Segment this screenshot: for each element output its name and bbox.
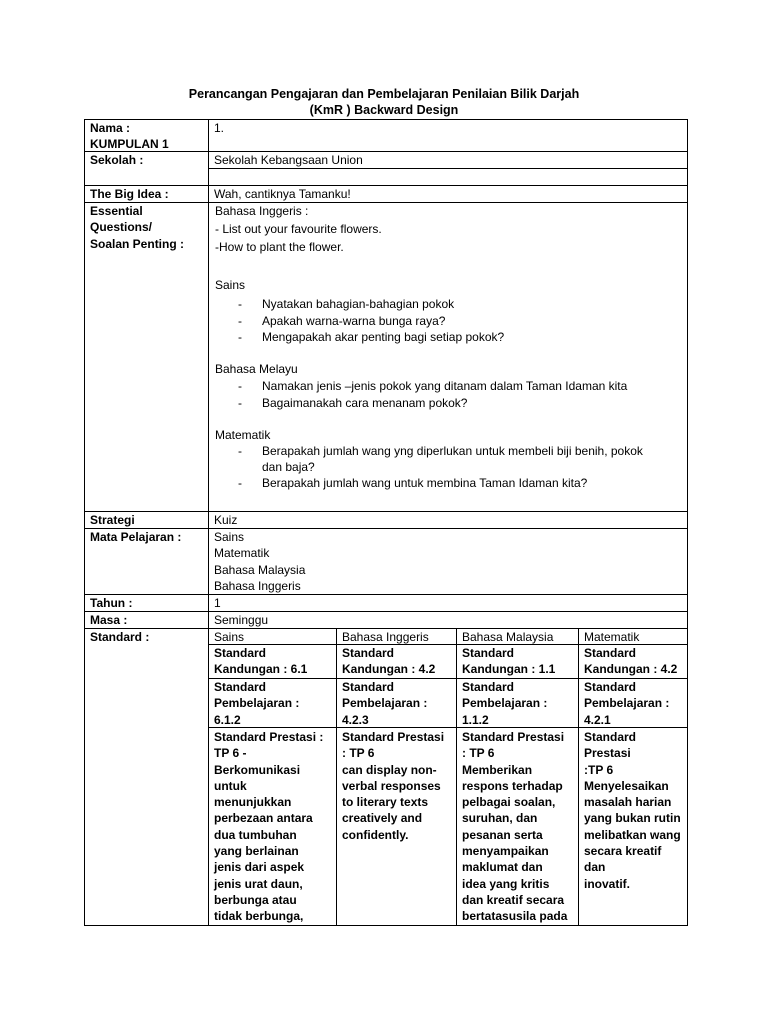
strategi-label: Strategi	[90, 513, 135, 527]
nama-value: 1.	[214, 121, 225, 135]
std-pembelajaran-mat: Standard Pembelajaran : 4.2.1	[584, 680, 670, 727]
sekolah-label: Sekolah :	[90, 153, 144, 167]
std-kandungan-mat: Standard Kandungan : 4.2	[584, 646, 678, 677]
bm-heading: Bahasa Melayu	[215, 362, 298, 376]
std-prestasi-bm: Standard Prestasi : TP 6 Memberikan respons terhadap pelbagai soalan, suruhan, dan pesanan serta menyampaikan maklumat dan idea yang kritis dan kreatif secara bertatasusila pada	[462, 730, 568, 924]
tahun-label: Tahun :	[90, 596, 133, 610]
essential-label-cell	[84, 202, 208, 253]
sains-item-2: - Apakah warna-warna bunga raya?	[238, 314, 446, 328]
std-kandungan-bm: Standard Kandungan : 1.1	[462, 646, 556, 677]
std-prestasi-mat: Standard Prestasi :TP 6 Menyelesaikan masalah harian yang bukan rutin melibatkan wang secara kreatif dan inovatif.	[584, 730, 681, 891]
strategi-value: Kuiz	[214, 513, 238, 527]
subject-item: Matematik	[214, 546, 270, 561]
sekolah-value: Sekolah Kebangsaan Union	[214, 153, 363, 167]
std-pembelajaran-bm: Standard Pembelajaran : 1.1.2	[462, 680, 548, 727]
std-kandungan-bi: Standard Kandungan : 4.2	[342, 646, 436, 677]
sains-item-1: - Nyatakan bahagian-bahagian pokok	[238, 297, 455, 311]
nama-label: Nama :	[90, 121, 131, 135]
mat-heading: Matematik	[215, 428, 271, 442]
mat-item-1: - Berapakah jumlah wang yng diperlukan untuk membeli biji benih, pokok	[238, 444, 643, 458]
sains-item-3: - Mengapakah akar penting bagi setiap pokok?	[238, 330, 505, 344]
document-title: Perancangan Pengajaran dan Pembelajaran Penilaian Bilik Darjah	[188, 87, 580, 101]
nama-value-cell	[208, 119, 688, 137]
big-idea-value: Wah, cantiknya Tamanku!	[214, 187, 351, 201]
bm-item-2: - Bagaimanakah cara menanam pokok?	[238, 396, 468, 410]
masa-value: Seminggu	[214, 613, 269, 627]
std-subject-sains: Sains	[214, 630, 245, 644]
masa-label: Masa :	[90, 613, 128, 627]
std-subject-bm: Bahasa Malaysia	[462, 630, 554, 644]
std-prestasi-sains: Standard Prestasi : TP 6 - Berkomunikasi untuk menunjukkan perbezaan antara dua tumbuhan yang berlainan jenis dari aspek jenis urat daun, berbunga atau tidak berbunga,	[214, 730, 324, 924]
subject-item: Sains	[214, 530, 245, 544]
std-subject-mat: Matematik	[584, 630, 640, 644]
subject-item: Bahasa Malaysia	[214, 562, 306, 577]
std-prestasi-bi: Standard Prestasi : TP 6 can display non- verbal responses to literary texts creatively and confidently.	[342, 730, 445, 842]
sains-heading: Sains	[215, 278, 246, 292]
essential-label-2: Questions/	[90, 220, 153, 235]
standard-label: Standard :	[90, 630, 150, 644]
tahun-value: 1	[214, 596, 221, 610]
big-idea-label: The Big Idea :	[90, 187, 169, 201]
kumpulan-label: KUMPULAN 1	[90, 137, 169, 152]
std-pembelajaran-sains: Standard Pembelajaran : 6.1.2	[214, 680, 300, 727]
essential-label-3: Soalan Penting :	[90, 236, 185, 251]
std-pembelajaran-bi: Standard Pembelajaran : 4.2.3	[342, 680, 428, 727]
bi-heading: Bahasa Inggeris :	[215, 204, 309, 218]
bi-question-2: -How to plant the flower.	[215, 240, 344, 254]
bm-item-1: - Namakan jenis –jenis pokok yang ditanam dalam Taman Idaman kita	[238, 379, 628, 393]
mat-item-2: - Berapakah jumlah wang untuk membina Taman Idaman kita?	[238, 476, 588, 490]
std-kandungan-sains: Standard Kandungan : 6.1	[214, 646, 308, 677]
std-subject-bi: Bahasa Inggeris	[342, 630, 429, 644]
document-subtitle: (KmR ) Backward Design	[309, 103, 459, 117]
mat-item-1-cont: dan baja?	[262, 460, 315, 474]
subject-item: Bahasa Inggeris	[214, 578, 301, 593]
essential-label-1: Essential	[90, 204, 143, 218]
mata-pelajaran-label: Mata Pelajaran :	[90, 530, 182, 544]
mata-pelajaran-values	[208, 528, 688, 595]
bi-question-1: - List out your favourite flowers.	[215, 222, 382, 236]
nama-label-cell	[84, 119, 208, 154]
